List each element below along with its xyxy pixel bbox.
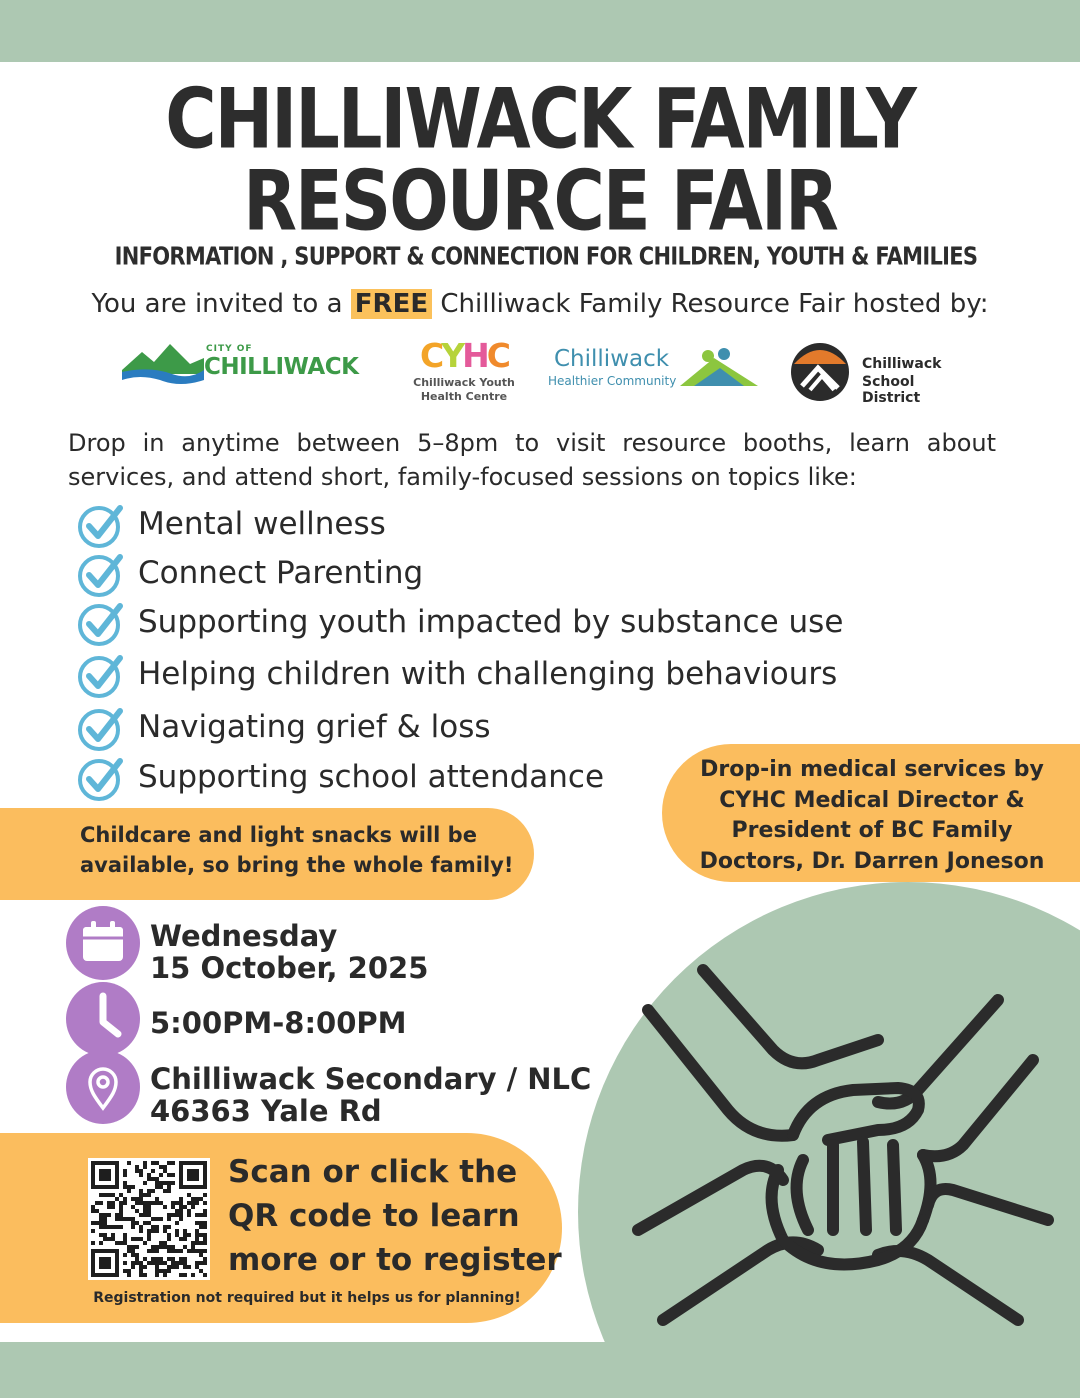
register-line-2: QR code to learn	[228, 1198, 520, 1234]
invite-line	[0, 284, 1080, 324]
title-line-1: CHILLIWACK FAMILY	[165, 70, 915, 168]
title-line-2: RESOURCE FAIR	[243, 152, 837, 250]
topic-label: Mental wellness	[138, 506, 386, 542]
clock-icon	[66, 982, 140, 1056]
medical-text	[672, 755, 1072, 877]
medical-line-4: Doctors, Dr. Darren Joneson	[699, 848, 1045, 874]
event-day: Wednesday	[150, 919, 338, 953]
cyhc-line-1: Chilliwack Youth	[413, 376, 515, 389]
topic-label: Navigating grief & loss	[138, 709, 491, 745]
check-circle-icon	[76, 650, 126, 700]
invite-text-after: Chilliwack Family Resource Fair hosted by:	[432, 289, 989, 319]
city-of-chilliwack-logo	[120, 338, 370, 390]
healthier-community-logo	[546, 346, 760, 394]
medical-line-3: President of BC Family	[731, 818, 1013, 843]
qr-code-icon[interactable]	[88, 1158, 210, 1280]
location-badge	[66, 1050, 140, 1124]
top-band	[0, 0, 1080, 62]
qr-code[interactable]	[88, 1158, 210, 1280]
healthier-line-1: Chilliwack	[554, 346, 670, 372]
cyhc-logo	[402, 338, 526, 408]
clock-badge	[66, 982, 140, 1056]
check-circle-icon	[76, 549, 126, 599]
city-name-label: CHILLIWACK	[204, 354, 359, 380]
event-date: 15 October, 2025	[150, 951, 429, 985]
check-circle-icon	[76, 703, 126, 753]
cyhc-line-2: Health Centre	[420, 390, 508, 403]
topic-label: Helping children with challenging behaviours	[138, 656, 838, 692]
calendar-icon	[66, 906, 140, 980]
mountain-logo-icon	[120, 340, 206, 390]
calendar-badge	[66, 906, 140, 980]
check-circle-icon	[76, 598, 126, 648]
hands-together-icon	[578, 930, 1080, 1342]
medical-line-2: CYHC Medical Director &	[719, 787, 1025, 813]
registration-note: Registration not required but it helps us for planning!	[93, 1290, 521, 1306]
register-line-1: Scan or click the	[228, 1154, 518, 1190]
medical-services-callout	[662, 744, 1080, 882]
event-venue: Chilliwack Secondary / NLC	[150, 1062, 592, 1096]
check-circle-icon	[76, 753, 126, 803]
childcare-line-1: Childcare and light snacks will be	[80, 823, 477, 847]
childcare-text	[80, 820, 513, 880]
subtitle: INFORMATION , SUPPORT & CONNECTION FOR CHILDREN, YOUTH & FAMILIES	[114, 241, 978, 271]
topic-label: Connect Parenting	[138, 555, 424, 591]
check-circle-icon	[76, 500, 126, 550]
free-highlight: FREE	[351, 289, 432, 319]
school-district-logo	[790, 342, 970, 406]
sd-line-1: Chilliwack	[862, 356, 942, 372]
school-district-emblem-icon	[790, 342, 850, 402]
location-pin-icon	[66, 1050, 140, 1124]
event-address: 46363 Yale Rd	[150, 1094, 382, 1128]
city-of-label: CITY OF	[206, 344, 253, 354]
childcare-line-2: available, so bring the whole family!	[80, 853, 514, 877]
bottom-band	[0, 1342, 1080, 1398]
medical-line-1: Drop-in medical services by	[700, 757, 1044, 782]
intro-paragraph: Drop in anytime between 5–8pm to visit resource booths, learn about services, and attend short, family-focused sessions on topics like:	[68, 429, 996, 491]
invite-text-before: You are invited to a	[91, 289, 351, 319]
healthier-figures-icon	[674, 346, 764, 392]
cyhc-mark: CYHC	[420, 336, 508, 375]
register-line-3: more or to register	[228, 1242, 562, 1278]
healthier-line-2: Healthier Community	[548, 374, 677, 388]
topic-label: Supporting youth impacted by substance use	[138, 604, 844, 640]
sd-line-2: School District	[862, 374, 921, 406]
event-time: 5:00PM-8:00PM	[150, 1006, 407, 1040]
register-text	[228, 1150, 562, 1282]
childcare-callout	[0, 808, 534, 900]
topic-label: Supporting school attendance	[138, 759, 605, 795]
